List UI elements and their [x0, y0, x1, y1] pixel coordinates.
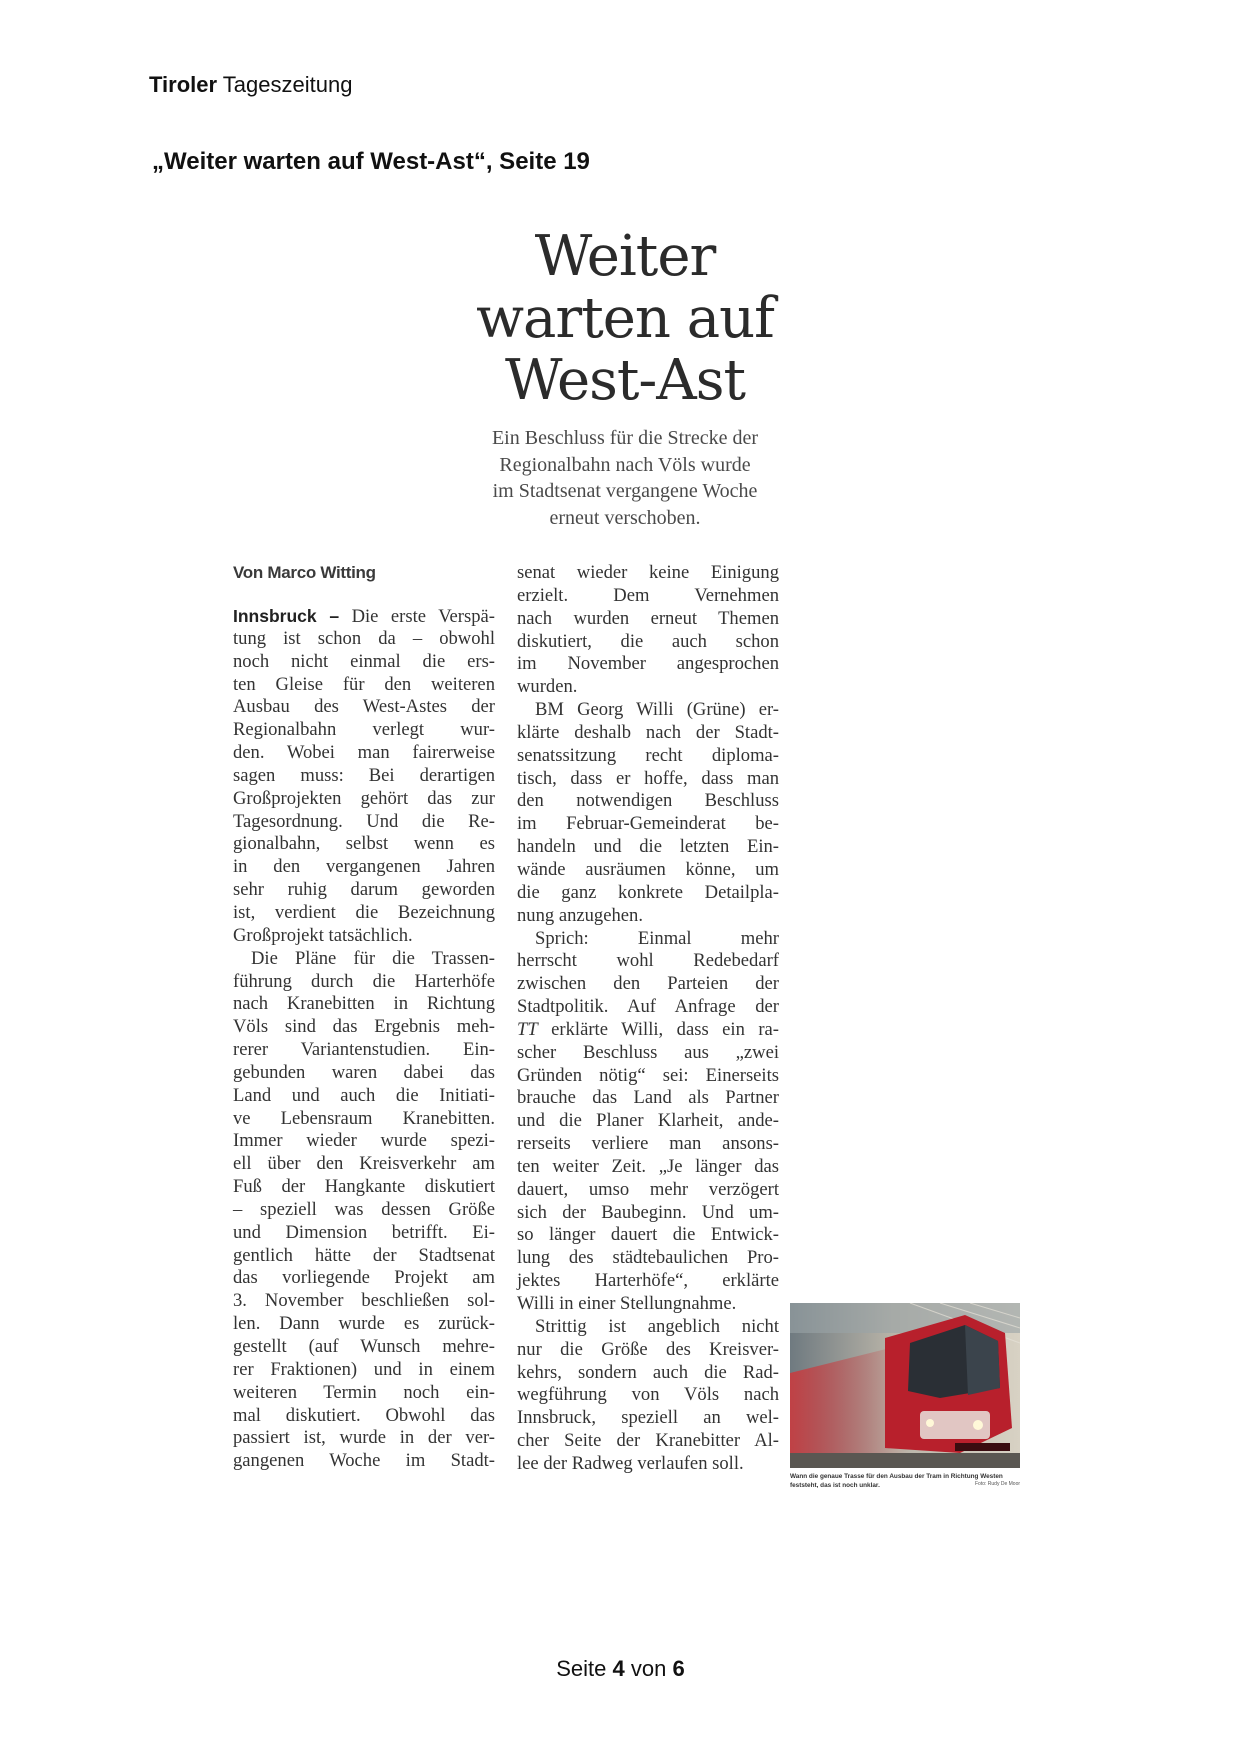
headline: [440, 226, 810, 412]
body-line: Die Pläne für die Trassen-: [251, 947, 495, 969]
body-line: wegführung von Völs nach: [517, 1384, 779, 1406]
body-line: führung durch die Harterhöfe: [233, 970, 495, 992]
body-line: Tagesordnung. Und die Re-: [233, 810, 495, 832]
publication-name-regular: Tageszeitung: [222, 72, 353, 97]
body-line: lee der Radweg verlaufen soll.: [517, 1452, 744, 1474]
dateline: Innsbruck –: [233, 606, 340, 626]
body-line: wurden.: [517, 676, 578, 698]
body-line: BM Georg Willi (Grüne) er-: [535, 699, 779, 721]
body-line: nur die Größe des Kreisver-: [517, 1338, 779, 1360]
body-line: senatssitzung recht diploma-: [517, 744, 779, 766]
body-line: Stadtpolitik. Auf Anfrage der: [517, 996, 779, 1018]
headline-line: Weiter: [534, 224, 716, 289]
publication-name-bold: Tiroler: [149, 72, 218, 97]
photo-caption: Wann die genaue Trasse für den Ausbau der Tram in Richtung Westen feststeht, das ist noch unklar.: [790, 1473, 1003, 1489]
body-line: gangenen Woche im Stadt-: [233, 1450, 495, 1472]
body-line: tung ist schon da – obwohl: [233, 627, 495, 649]
publication-name: [149, 72, 352, 98]
body-line: die ganz konkrete Detailpla-: [517, 881, 779, 903]
body-line: weiteren Termin noch ein-: [233, 1381, 495, 1403]
body-line: len. Dann wurde es zurück-: [233, 1313, 495, 1335]
body-line: brauche das Land als Partner: [517, 1087, 779, 1109]
platform: [790, 1453, 1020, 1468]
body-line: gestellt (auf Wunsch mehre-: [233, 1336, 495, 1357]
body-line: [233, 605, 495, 628]
body-line: das vorliegende Projekt am: [233, 1267, 495, 1289]
body-line: Willi in einer Stellungnahme.: [517, 1293, 737, 1314]
body-line: sagen muss: Bei derartigen: [233, 764, 495, 786]
body-line: Innsbruck, speziell an wel-: [517, 1407, 779, 1429]
body-line: rerseits verliere man ansons-: [517, 1133, 779, 1155]
body-line: dauert, umso mehr verzögert: [517, 1178, 779, 1200]
body-line: gentlich hätte der Stadtsenat: [233, 1244, 495, 1266]
dek: [465, 425, 785, 531]
body-line: ten Gleise für den weiteren: [233, 673, 495, 695]
body-line: herrscht wohl Redebedarf: [517, 950, 779, 972]
body-line: lung des städtebaulichen Pro-: [517, 1247, 779, 1269]
body-line: in den vergangenen Jahren: [233, 856, 495, 878]
dek-line: im Stadtsenat vergangene Woche: [492, 480, 758, 502]
body-line: nach wurden erneut Themen: [517, 607, 779, 629]
body-line: nung anzugehen.: [517, 904, 643, 926]
body-line: und die Planer Klarheit, ande-: [517, 1110, 779, 1132]
article-column-2: [517, 562, 779, 1476]
byline: Von Marco Witting: [233, 563, 376, 582]
body-text: Die erste Verspä-: [351, 606, 495, 627]
page-total: 6: [672, 1656, 685, 1681]
page-of: von: [630, 1656, 667, 1681]
body-line: ve Lebensraum Kranebitten.: [233, 1107, 495, 1129]
body-line: Fuß der Hangkante diskutiert: [233, 1176, 495, 1198]
article-reference: „Weiter warten auf West-Ast“, Seite 19: [152, 148, 590, 175]
body-line: tisch, dass er hoffe, dass man: [517, 767, 779, 789]
body-line: nach Kranebitten in Richtung: [233, 993, 495, 1015]
body-line: rer Fraktionen) und in einem: [233, 1358, 495, 1380]
body-line: noch nicht einmal die ers-: [233, 650, 495, 672]
photo-credit: Foto: Rudy De Moor: [975, 1481, 1021, 1487]
body-line: jektes Harterhöfe“, erklärte: [517, 1270, 779, 1292]
body-line: im November angesprochen: [517, 653, 779, 675]
body-line: ist, verdient die Bezeichnung: [233, 901, 495, 923]
headline-line: West-Ast: [505, 348, 745, 413]
body-line: zwischen den Parteien der: [517, 973, 779, 995]
body-line: Völs sind das Ergebnis meh-: [233, 1016, 495, 1038]
body-line: [517, 1019, 779, 1042]
page-footer: [0, 1656, 1241, 1682]
body-line: klärte deshalb nach der Stadt-: [517, 721, 779, 743]
page-current: 4: [612, 1656, 625, 1681]
dek-line: erneut verschoben.: [549, 506, 701, 529]
body-line: scher Beschluss aus „zwei: [517, 1041, 779, 1063]
body-line: Regionalbahn verlegt wur-: [233, 719, 495, 741]
body-line: den. Wobei man fairerweise: [233, 742, 495, 764]
tt-abbreviation: TT: [517, 1018, 538, 1040]
body-line: erzielt. Dem Vernehmen: [517, 584, 779, 606]
body-line: wände ausräumen könne, um: [517, 858, 779, 880]
body-line: den notwendigen Beschluss: [517, 790, 779, 812]
headline-line: warten auf: [476, 286, 774, 351]
body-line: ten weiter Zeit. „Je länger das: [517, 1155, 779, 1177]
body-line: sehr ruhig darum geworden: [233, 879, 495, 901]
body-line: Großprojekt tatsächlich.: [233, 924, 413, 946]
body-line: kehrs, sondern auch die Rad-: [517, 1361, 779, 1383]
dek-line: Regionalbahn nach Völs wurde: [499, 453, 751, 476]
body-line: und Dimension betrifft. Ei-: [233, 1221, 495, 1243]
body-line: rerer Variantenstudien. Ein-: [233, 1039, 495, 1061]
tram-illustration: [790, 1303, 1020, 1468]
body-line: senat wieder keine Einigung: [517, 562, 779, 583]
body-line: passiert ist, wurde in der ver-: [233, 1427, 495, 1449]
body-line: Ausbau des West-Astes der: [233, 696, 495, 718]
dek-line: Ein Beschluss für die Strecke der: [491, 427, 759, 449]
body-line: mal diskutiert. Obwohl das: [233, 1404, 495, 1426]
body-line: handeln und die letzten Ein-: [517, 836, 779, 858]
body-line: Großprojekten gehört das zur: [233, 787, 495, 809]
body-text: erklärte Willi, dass ein ra-: [551, 1018, 779, 1040]
body-line: Strittig ist angeblich nicht: [535, 1315, 779, 1337]
body-line: Land und auch die Initiati-: [233, 1084, 495, 1106]
body-line: cher Seite der Kranebitter Al-: [517, 1430, 779, 1452]
body-line: sich der Baubeginn. Und um-: [517, 1201, 779, 1223]
article-column-1: [233, 605, 495, 1473]
body-line: ell über den Kreisverkehr am: [233, 1153, 495, 1175]
body-line: Immer wieder wurde spezi-: [233, 1130, 495, 1152]
body-line: – speziell was dessen Größe: [233, 1198, 495, 1220]
body-line: 3. November beschließen sol-: [233, 1290, 495, 1312]
body-line: so länger dauert die Entwick-: [517, 1224, 779, 1246]
body-line: Sprich: Einmal mehr: [535, 927, 779, 949]
body-line: gionalbahn, selbst wenn es: [233, 833, 495, 855]
tram-photo: [790, 1303, 1020, 1468]
body-line: im Februar-Gemeinderat be-: [517, 813, 779, 835]
page-label: Seite: [556, 1656, 607, 1681]
tram-body: [885, 1315, 1012, 1453]
body-line: Gründen nötig“ sei: Einerseits: [517, 1064, 779, 1086]
body-line: gebunden waren dabei das: [233, 1061, 495, 1083]
body-line: diskutiert, die auch schon: [517, 630, 779, 652]
